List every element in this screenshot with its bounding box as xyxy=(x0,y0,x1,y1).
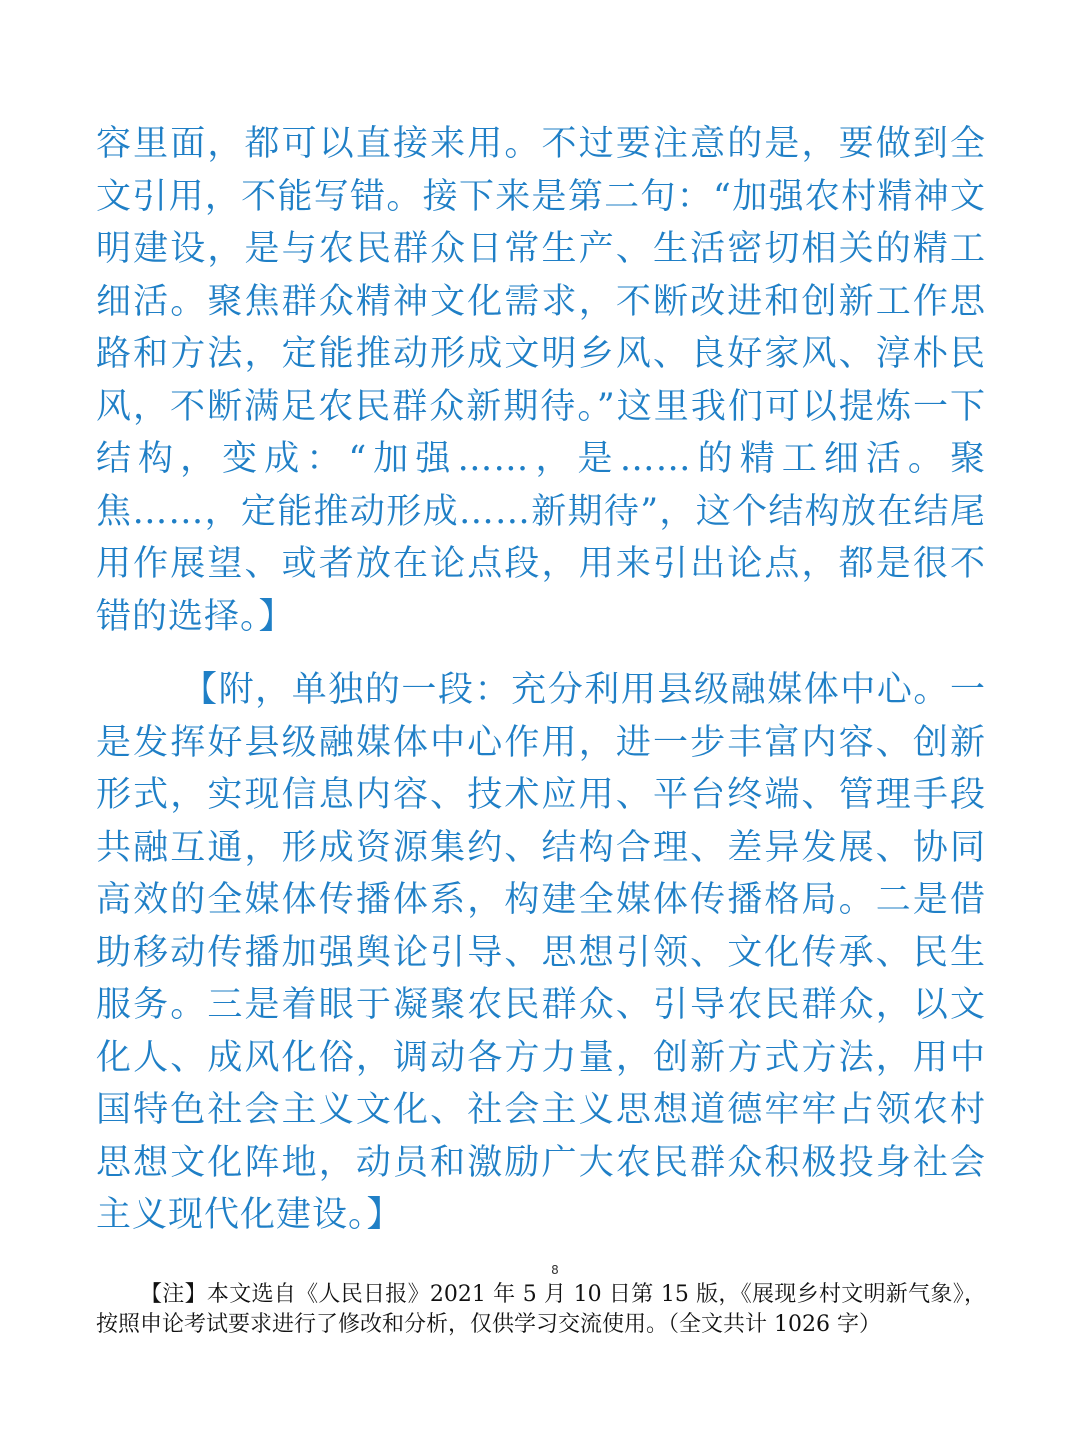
source-footnote: 【注】本文选自《人民日报》2021 年 5 月 10 日第 15 版，《展现乡村文明新气象》，按照申论考试要求进行了修改和分析，仅供学习交流使用。（全文共计 1026 字） xyxy=(96,1282,986,1337)
body-paragraph-continued: 容里面，都可以直接来用。不过要注意的是，要做到全文引用，不能写错。接下来是第二句：“加强农村精神文明建设，是与农民群众日常生产、生活密切相关的精工细活。聚焦群众精神文化需求，不断改进和创新工作思路和方法，定能推动形成文明乡风、良好家风、淳朴民风，不断满足农民群众新期待。”这里我们可以提炼一下结构，变成：“加强……，是……的精工细活。聚焦……，定能推动形成……新期待”，这个结构放在结尾用作展望、或者放在论点段，用来引出论点，都是很不错的选择。】 xyxy=(96,124,986,637)
body-paragraph-appendix: 【附，单独的一段：充分利用县级融媒体中心。一是发挥好县级融媒体中心作用，进一步丰富内容、创新形式，实现信息内容、技术应用、平台终端、管理手段共融互通，形成资源集约、结构合理、差异发展、协同高效的全媒体传播体系，构建全媒体传播格局。二是借助移动传播加强舆论引导、思想引领、文化传承、民生服务。三是着眼于凝聚农民群众、引导农民群众，以文化人、成风化俗，调动各方力量，创新方式方法，用中国特色社会主义文化、社会主义思想道德牢牢占领农村思想文化阵地，动员和激励广大农民群众积极投身社会主义现代化建设。】 xyxy=(96,670,986,1235)
page-number: 8 xyxy=(551,1263,559,1277)
